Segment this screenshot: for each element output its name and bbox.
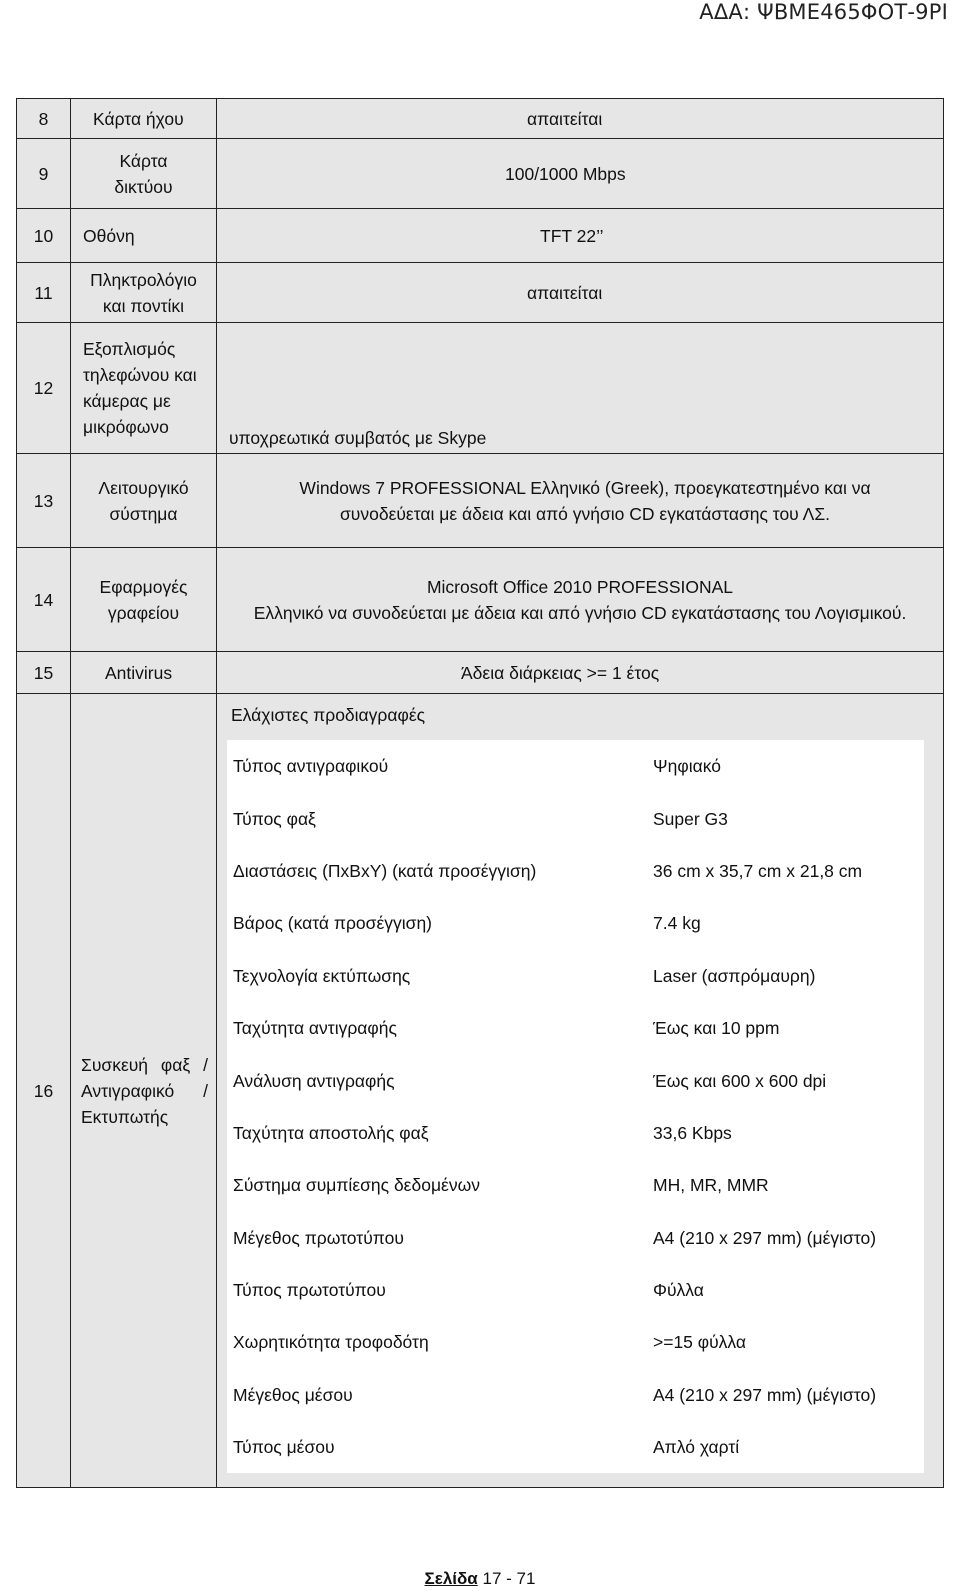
- spec-value: 36 cm x 35,7 cm x 21,8 cm: [653, 845, 924, 897]
- spec-value: 33,6 Kbps: [653, 1107, 924, 1159]
- spec-row: [227, 1369, 924, 1421]
- spec-value: Απλό χαρτί: [653, 1421, 924, 1473]
- spec-row: [227, 950, 924, 1002]
- spec-key: Ταχύτητα αποστολής φαξ: [227, 1107, 653, 1159]
- spec-row: [227, 740, 924, 792]
- table-row: [17, 548, 944, 652]
- row-label: Κάρτα ήχου: [71, 99, 217, 139]
- spec-row: [227, 1212, 924, 1264]
- spec-key: Μέγεθος πρωτοτύπου: [227, 1212, 653, 1264]
- row-number: 15: [17, 652, 71, 694]
- table-row: [17, 139, 944, 209]
- table-row: [17, 99, 944, 139]
- spec-value: Laser (ασπρόμαυρη): [653, 950, 924, 1002]
- row-value: υποχρεωτικά συμβατός με Skype: [217, 323, 944, 454]
- spec-key: Βάρος (κατά προσέγγιση): [227, 897, 653, 949]
- spec-row: [227, 1264, 924, 1316]
- spec-value: A4 (210 x 297 mm) (μέγιστο): [653, 1212, 924, 1264]
- spec-row: [227, 1421, 924, 1473]
- row-number: 8: [17, 99, 71, 139]
- spec-key: Σύστημα συμπίεσης δεδομένων: [227, 1159, 653, 1211]
- spec-key: Ταχύτητα αντιγραφής: [227, 1002, 653, 1054]
- spec-row: [227, 1107, 924, 1159]
- table-row: [17, 323, 944, 454]
- row-value: Windows 7 PROFESSIONAL Ελληνικό (Greek), προεγκατεστημένο και να συνοδεύεται με άδεια και από γνήσιο CD εγκατάστασης του ΛΣ.: [217, 454, 944, 548]
- row-number: 14: [17, 548, 71, 652]
- row-label: Κάρτα δικτύου: [71, 139, 217, 209]
- spec-row: [227, 1002, 924, 1054]
- row-label: Πληκτρολόγιο και ποντίκι: [71, 263, 217, 323]
- row-number: 10: [17, 209, 71, 263]
- spec-value: >=15 φύλλα: [653, 1316, 924, 1368]
- spec-value: Φύλλα: [653, 1264, 924, 1316]
- spec-key: Ανάλυση αντιγραφής: [227, 1054, 653, 1106]
- spec-key: Χωρητικότητα τροφοδότη: [227, 1316, 653, 1368]
- row-label: Εφαρμογές γραφείου: [71, 548, 217, 652]
- spec-value: Super G3: [653, 792, 924, 844]
- row-value: απαιτείται: [217, 99, 944, 139]
- table-row: [17, 454, 944, 548]
- spec-key: Τύπος μέσου: [227, 1421, 653, 1473]
- row-number: 16: [17, 694, 71, 1488]
- spec-value: 7.4 kg: [653, 897, 924, 949]
- row-label: Εξοπλισμός τηλεφώνου και κάμερας με μικρόφωνο: [71, 323, 217, 454]
- spec-key: Τύπος αντιγραφικού: [227, 740, 653, 792]
- row-label: Λειτουργικό σύστημα: [71, 454, 217, 548]
- spec-value: Έως και 10 ppm: [653, 1002, 924, 1054]
- spec-value: Ψηφιακό: [653, 740, 924, 792]
- spec-table: [16, 98, 944, 1488]
- row-value: απαιτείται: [217, 263, 944, 323]
- spec-key: Τύπος πρωτοτύπου: [227, 1264, 653, 1316]
- row-number: 11: [17, 263, 71, 323]
- row-label: Οθόνη: [71, 209, 217, 263]
- spec-heading: Ελάχιστες προδιαγραφές: [231, 705, 426, 725]
- row-label: Antivirus: [71, 652, 217, 694]
- spec-value: Έως και 600 x 600 dpi: [653, 1054, 924, 1106]
- row-value: TFT 22’’: [217, 209, 944, 263]
- table-row: [17, 209, 944, 263]
- spec-row: [227, 1159, 924, 1211]
- spec-row: [227, 897, 924, 949]
- spec-value: A4 (210 x 297 mm) (μέγιστο): [653, 1369, 924, 1421]
- spec-key: Τύπος φαξ: [227, 792, 653, 844]
- row-value: Άδεια διάρκειας >= 1 έτος: [217, 652, 944, 694]
- ada-code: ΑΔΑ: ΨΒΜΕ465ΦΟΤ-9ΡΙ: [699, 0, 948, 24]
- page-word: Σελίδα: [424, 1569, 478, 1588]
- spec-subtable: [227, 740, 924, 1473]
- row-number: 13: [17, 454, 71, 548]
- spec-value: MH, MR, MMR: [653, 1159, 924, 1211]
- row-number: 12: [17, 323, 71, 454]
- page-number: 17 - 71: [482, 1569, 536, 1588]
- table-row: [17, 694, 944, 1488]
- spec-row: [227, 1054, 924, 1106]
- spec-row: [227, 845, 924, 897]
- row-label: Συσκευή φαξ / Αντιγραφικό / Εκτυπωτής: [71, 694, 217, 1488]
- spec-key: Διαστάσεις (ΠxΒxΥ) (κατά προσέγγιση): [227, 845, 653, 897]
- spec-key: Μέγεθος μέσου: [227, 1369, 653, 1421]
- office-details: Ελληνικό να συνοδεύεται με άδεια και από γνήσιο CD εγκατάστασης του Λογισμικού.: [253, 602, 907, 623]
- spec-row: [227, 792, 924, 844]
- table-row: [17, 652, 944, 694]
- table-row: [17, 263, 944, 323]
- row-value: 100/1000 Mbps: [217, 139, 944, 209]
- spec-key: Τεχνολογία εκτύπωσης: [227, 950, 653, 1002]
- spec-row: [227, 1316, 924, 1368]
- page-footer: [0, 1569, 960, 1589]
- row-number: 9: [17, 139, 71, 209]
- office-title: Microsoft Office 2010 PROFESSIONAL: [426, 576, 734, 597]
